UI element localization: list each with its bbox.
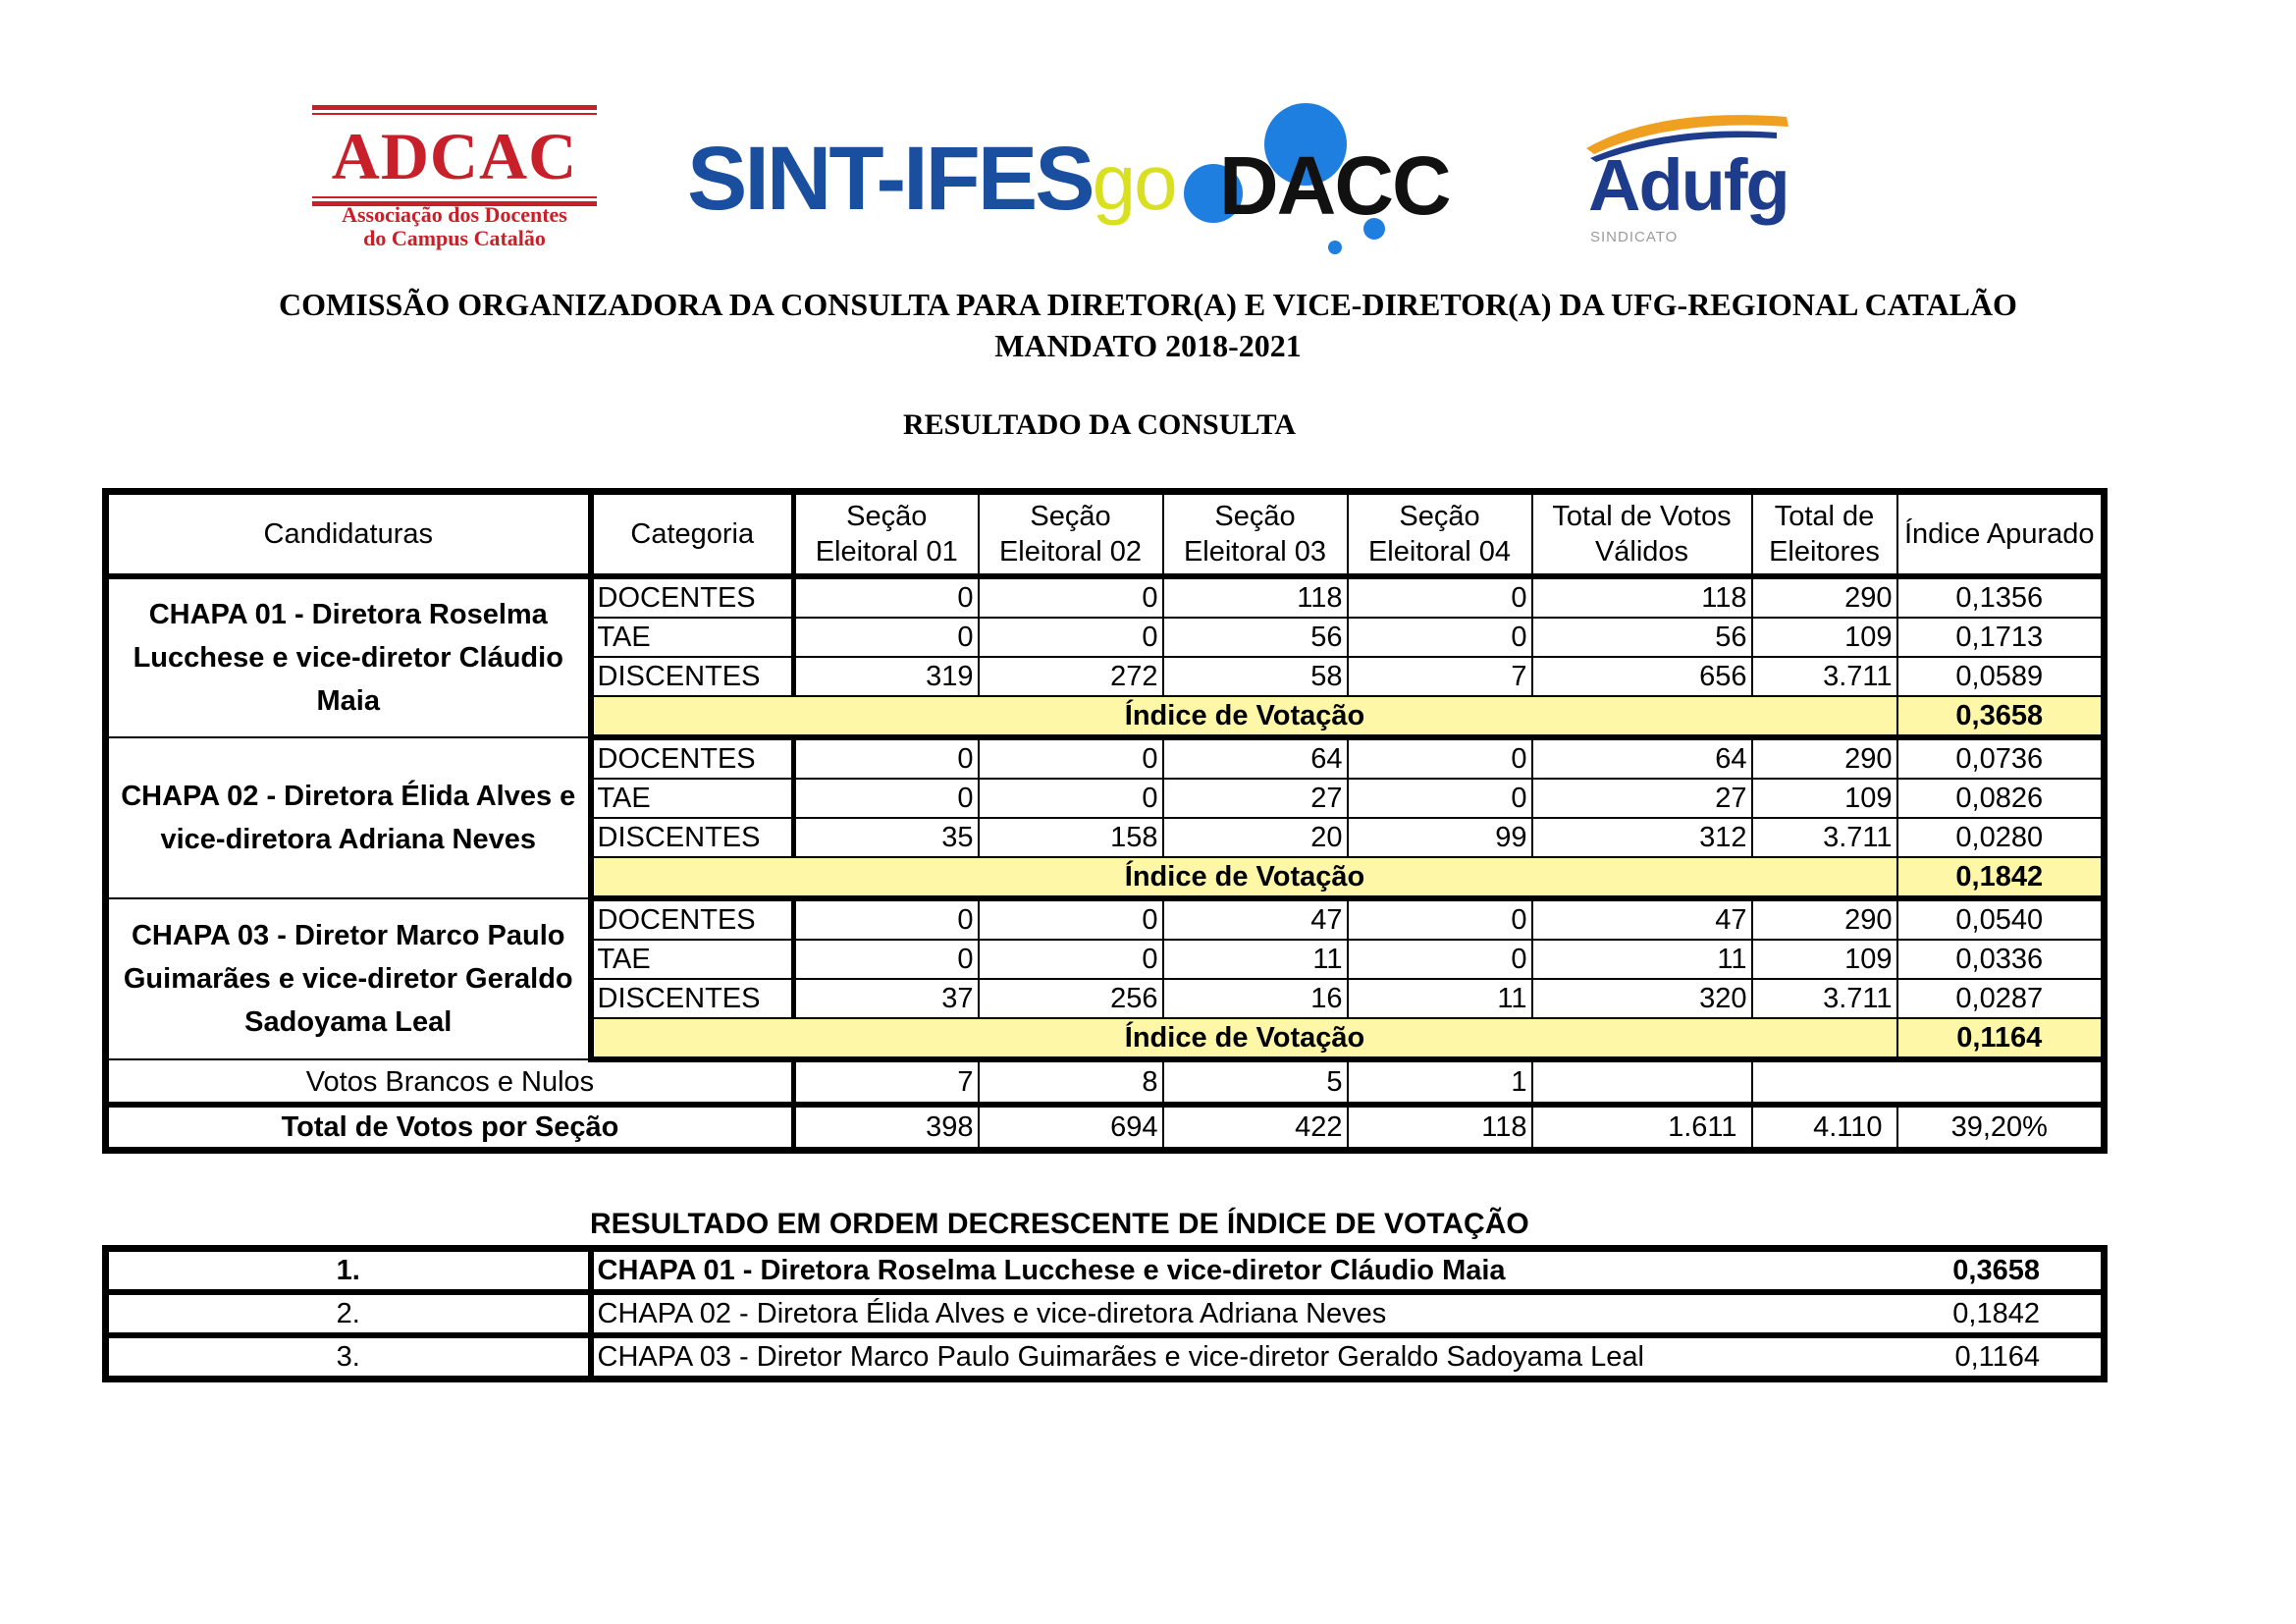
cell-s2: 0	[979, 576, 1163, 618]
cell-s1: 0	[794, 898, 979, 940]
dacc-logo	[1178, 93, 1482, 260]
adufg-logo-name: Adufg	[1588, 144, 1789, 226]
header-candidaturas: Candidaturas	[106, 492, 591, 577]
cell-indice: 0,0826	[1897, 779, 2105, 818]
cell-indice: 0,0736	[1897, 737, 2105, 779]
cell-s1: 0	[794, 779, 979, 818]
ranking-position: 2.	[106, 1292, 591, 1335]
cell-empty	[1752, 1059, 2105, 1105]
ranking-position: 3.	[106, 1335, 591, 1380]
chapa-name: CHAPA 03 - Diretor Marco Paulo Guimarães e vice-diretor Geraldo Sadoyama Leal	[106, 898, 591, 1059]
ranking-row	[106, 1292, 2105, 1335]
cell-s1: 319	[794, 657, 979, 696]
cell-eleitores: 290	[1752, 898, 1897, 940]
ranking-title: RESULTADO EM ORDEM DECRESCENTE DE ÍNDICE DE VOTAÇÃO	[590, 1208, 1529, 1240]
table-row	[106, 737, 2105, 779]
cell-s4: 11	[1348, 979, 1532, 1018]
cell-s4: 99	[1348, 818, 1532, 857]
cell-eleitores: 109	[1752, 618, 1897, 657]
indice-votacao-label: Índice de Votação	[591, 696, 1897, 737]
cell-s4: 0	[1348, 779, 1532, 818]
cell-indice: 0,0540	[1897, 898, 2105, 940]
cell-s2: 256	[979, 979, 1163, 1018]
cell-total: 1.611	[1532, 1105, 1752, 1151]
brancos-nulos-row	[106, 1059, 2105, 1105]
indice-votacao-value: 0,1842	[1897, 857, 2105, 898]
ranking-chapa: CHAPA 03 - Diretor Marco Paulo Guimarães e vice-diretor Geraldo Sadoyama Leal	[591, 1335, 1896, 1380]
cell-s3: 64	[1163, 737, 1348, 779]
indice-votacao-value: 0,3658	[1897, 696, 2105, 737]
brancos-nulos-label: Votos Brancos e Nulos	[106, 1059, 794, 1105]
cell-categoria: TAE	[591, 618, 794, 657]
cell-categoria: DISCENTES	[591, 657, 794, 696]
cell-indice: 0,0287	[1897, 979, 2105, 1018]
cell-s2: 0	[979, 618, 1163, 657]
cell-s1: 0	[794, 737, 979, 779]
cell-categoria: TAE	[591, 940, 794, 979]
ranking-row	[106, 1249, 2105, 1293]
total-label: Total de Votos por Seção	[106, 1105, 794, 1151]
header-total-eleitores: Total de Eleitores	[1752, 492, 1897, 577]
chapa-name: CHAPA 02 - Diretora Élida Alves e vice-diretora Adriana Neves	[106, 737, 591, 898]
ranking-row	[106, 1335, 2105, 1380]
cell-s4: 7	[1348, 657, 1532, 696]
cell-indice: 0,0280	[1897, 818, 2105, 857]
ranking-value: 0,1842	[1896, 1292, 2105, 1335]
cell-s2: 694	[979, 1105, 1163, 1151]
chapa-name: CHAPA 01 - Diretora Roselma Lucchese e vice-diretor Cláudio Maia	[106, 576, 591, 737]
cell-s3: 118	[1163, 576, 1348, 618]
cell-total: 47	[1532, 898, 1752, 940]
cell-s4: 0	[1348, 940, 1532, 979]
cell-total: 656	[1532, 657, 1752, 696]
cell-empty	[1532, 1059, 1752, 1105]
cell-categoria: DISCENTES	[591, 979, 794, 1018]
cell-s1: 35	[794, 818, 979, 857]
cell-total: 11	[1532, 940, 1752, 979]
sint-logo-suffix: go	[1092, 138, 1176, 226]
cell-categoria: DOCENTES	[591, 737, 794, 779]
cell-total: 320	[1532, 979, 1752, 1018]
header-categoria: Categoria	[591, 492, 794, 577]
cell-s2: 0	[979, 737, 1163, 779]
cell-s2: 0	[979, 898, 1163, 940]
adufg-logo-sub: SINDICATO	[1590, 229, 1679, 245]
cell-eleitores: 4.110	[1752, 1105, 1897, 1151]
cell-s1: 0	[794, 576, 979, 618]
cell-s2: 8	[979, 1059, 1163, 1105]
cell-total: 56	[1532, 618, 1752, 657]
cell-eleitores: 3.711	[1752, 818, 1897, 857]
adcac-logo-line1: Associação dos Docentes	[342, 202, 567, 227]
cell-s4: 1	[1348, 1059, 1532, 1105]
sint-ifesgo-logo	[687, 125, 1176, 233]
page-subtitle: RESULTADO DA CONSULTA	[902, 408, 1297, 441]
cell-indice: 0,1356	[1897, 576, 2105, 618]
cell-total: 312	[1532, 818, 1752, 857]
cell-s4: 0	[1348, 618, 1532, 657]
cell-s2: 0	[979, 940, 1163, 979]
cell-s3: 58	[1163, 657, 1348, 696]
cell-categoria: DISCENTES	[591, 818, 794, 857]
header-secao-02: Seção Eleitoral 02	[979, 492, 1163, 577]
ranking-value: 0,1164	[1896, 1335, 2105, 1380]
header-secao-01: Seção Eleitoral 01	[794, 492, 979, 577]
header-total-votos-validos: Total de Votos Válidos	[1532, 492, 1752, 577]
cell-s3: 20	[1163, 818, 1348, 857]
cell-s2: 0	[979, 779, 1163, 818]
cell-eleitores: 290	[1752, 576, 1897, 618]
cell-s3: 11	[1163, 940, 1348, 979]
cell-s3: 16	[1163, 979, 1348, 1018]
total-row	[106, 1105, 2105, 1151]
cell-eleitores: 3.711	[1752, 979, 1897, 1018]
table-row	[106, 898, 2105, 940]
cell-total: 118	[1532, 576, 1752, 618]
cell-s3: 56	[1163, 618, 1348, 657]
ranking-value: 0,3658	[1896, 1249, 2105, 1293]
cell-categoria: DOCENTES	[591, 898, 794, 940]
cell-s1: 0	[794, 940, 979, 979]
dacc-logo-graphic	[1178, 93, 1482, 260]
cell-eleitores: 109	[1752, 779, 1897, 818]
adcac-logo	[312, 105, 597, 250]
cell-eleitores: 290	[1752, 737, 1897, 779]
cell-s3: 5	[1163, 1059, 1348, 1105]
cell-s4: 0	[1348, 576, 1532, 618]
cell-s1: 0	[794, 618, 979, 657]
logo-bar	[0, 93, 2296, 270]
indice-votacao-value: 0,1164	[1897, 1018, 2105, 1059]
cell-categoria: TAE	[591, 779, 794, 818]
cell-s3: 422	[1163, 1105, 1348, 1151]
indice-votacao-label: Índice de Votação	[591, 857, 1897, 898]
cell-indice: 39,20%	[1897, 1105, 2105, 1151]
cell-indice: 0,0336	[1897, 940, 2105, 979]
cell-s2: 272	[979, 657, 1163, 696]
ranking-chapa: CHAPA 01 - Diretora Roselma Lucchese e vice-diretor Cláudio Maia	[591, 1249, 1896, 1293]
header-indice-apurado: Índice Apurado	[1897, 492, 2105, 577]
ranking-chapa: CHAPA 02 - Diretora Élida Alves e vice-diretora Adriana Neves	[591, 1292, 1896, 1335]
cell-s4: 118	[1348, 1105, 1532, 1151]
cell-total: 27	[1532, 779, 1752, 818]
cell-s1: 7	[794, 1059, 979, 1105]
table-row	[106, 576, 2105, 618]
page-title: COMISSÃO ORGANIZADORA DA CONSULTA PARA DIRETOR(A) E VICE-DIRETOR(A) DA UFG-REGIONAL CATALÃO	[279, 287, 2017, 322]
cell-s1: 398	[794, 1105, 979, 1151]
results-table	[102, 488, 2108, 1154]
table-header-row	[106, 492, 2105, 577]
cell-s4: 0	[1348, 737, 1532, 779]
adcac-logo-name: ADCAC	[331, 119, 578, 193]
indice-votacao-label: Índice de Votação	[591, 1018, 1897, 1059]
cell-categoria: DOCENTES	[591, 576, 794, 618]
adcac-logo-line2: do Campus Catalão	[363, 226, 546, 250]
cell-indice: 0,1713	[1897, 618, 2105, 657]
cell-s3: 27	[1163, 779, 1348, 818]
page-title-mandate: MANDATO 2018-2021	[994, 328, 1302, 363]
cell-s1: 37	[794, 979, 979, 1018]
dacc-logo-name: DACC	[1219, 139, 1450, 232]
cell-s4: 0	[1348, 898, 1532, 940]
adufg-logo	[1580, 103, 1816, 250]
sint-logo-main: SINT-IFES	[687, 129, 1093, 229]
cell-eleitores: 3.711	[1752, 657, 1897, 696]
ranking-position: 1.	[106, 1249, 591, 1293]
cell-indice: 0,0589	[1897, 657, 2105, 696]
cell-s2: 158	[979, 818, 1163, 857]
header-secao-03: Seção Eleitoral 03	[1163, 492, 1348, 577]
header-secao-04: Seção Eleitoral 04	[1348, 492, 1532, 577]
cell-s3: 47	[1163, 898, 1348, 940]
ranking-table	[102, 1245, 2108, 1382]
cell-eleitores: 109	[1752, 940, 1897, 979]
cell-total: 64	[1532, 737, 1752, 779]
